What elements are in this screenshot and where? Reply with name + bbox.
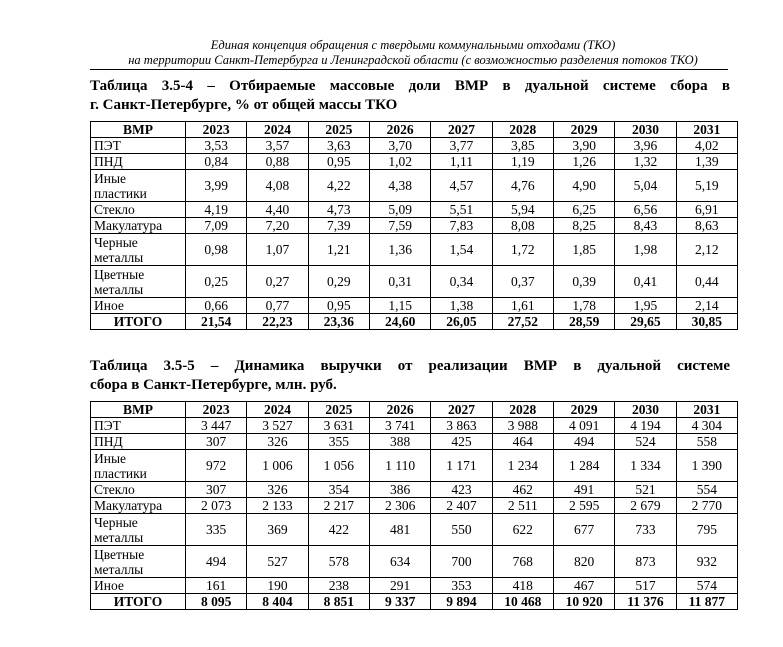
column-header: 2028: [492, 122, 553, 138]
table-cell: 0,98: [186, 234, 247, 266]
total-cell: 11 376: [615, 594, 676, 610]
table-cell: 1,39: [676, 154, 737, 170]
table-cell: 1,32: [615, 154, 676, 170]
table-cell: 517: [615, 578, 676, 594]
table-cell: 0,95: [308, 154, 369, 170]
table-cell: 3,99: [186, 170, 247, 202]
table-cell: 795: [676, 514, 737, 546]
table-cell: 554: [676, 482, 737, 498]
table-cell: 0,29: [308, 266, 369, 298]
table-cell: 0,95: [308, 298, 369, 314]
table-cell: 3 741: [369, 418, 430, 434]
table-cell: 1 234: [492, 450, 553, 482]
table-cell: 7,39: [308, 218, 369, 234]
table-cell: 5,19: [676, 170, 737, 202]
table-cell: 462: [492, 482, 553, 498]
table-cell: 932: [676, 546, 737, 578]
table-row: [91, 234, 738, 266]
table-cell: 524: [615, 434, 676, 450]
table-cell: 2 073: [186, 498, 247, 514]
table2-body: [91, 418, 738, 610]
total-cell: 9 337: [369, 594, 430, 610]
row-label: ПЭТ: [91, 138, 186, 154]
table-cell: 521: [615, 482, 676, 498]
total-cell: 8 404: [247, 594, 308, 610]
row-label: Иные пластики: [91, 450, 186, 482]
total-cell: 28,59: [553, 314, 614, 330]
table-cell: 634: [369, 546, 430, 578]
table-cell: 3 863: [431, 418, 492, 434]
column-header: 2023: [186, 122, 247, 138]
table-cell: 1,15: [369, 298, 430, 314]
column-header: 2025: [308, 402, 369, 418]
table-cell: 5,09: [369, 202, 430, 218]
table-cell: 1 056: [308, 450, 369, 482]
row-label: Цветные металлы: [91, 266, 186, 298]
table-cell: 8,25: [553, 218, 614, 234]
table-cell: 3,90: [553, 138, 614, 154]
table-cell: 3,53: [186, 138, 247, 154]
table-cell: 7,20: [247, 218, 308, 234]
table-cell: 7,59: [369, 218, 430, 234]
table-cell: 369: [247, 514, 308, 546]
total-cell: 11 877: [676, 594, 737, 610]
table-cell: 574: [676, 578, 737, 594]
table-cell: 2 133: [247, 498, 308, 514]
table-cell: 4,76: [492, 170, 553, 202]
table-cell: 4 304: [676, 418, 737, 434]
table-row: [91, 498, 738, 514]
table-row: [91, 202, 738, 218]
total-cell: 30,85: [676, 314, 737, 330]
table-cell: 423: [431, 482, 492, 498]
table-cell: 326: [247, 434, 308, 450]
table-cell: 3 631: [308, 418, 369, 434]
column-header: ВМР: [91, 402, 186, 418]
total-cell: 26,05: [431, 314, 492, 330]
table-cell: 0,37: [492, 266, 553, 298]
table-cell: 972: [186, 450, 247, 482]
table-cell: 491: [553, 482, 614, 498]
table-cell: 1,72: [492, 234, 553, 266]
column-header: 2031: [676, 122, 737, 138]
running-header-line1: Единая концепция обращения с твердыми коммунальными отходами (ТКО): [210, 38, 616, 52]
table-cell: 1,85: [553, 234, 614, 266]
row-label: ПНД: [91, 434, 186, 450]
table-row: [91, 218, 738, 234]
total-label: ИТОГО: [91, 594, 186, 610]
total-row: [91, 314, 738, 330]
total-cell: 23,36: [308, 314, 369, 330]
table-cell: 2 306: [369, 498, 430, 514]
table-cell: 1,95: [615, 298, 676, 314]
table-cell: 7,09: [186, 218, 247, 234]
table-cell: 8,08: [492, 218, 553, 234]
table-cell: 494: [553, 434, 614, 450]
table-cell: 733: [615, 514, 676, 546]
column-header: 2029: [553, 122, 614, 138]
table2-caption-line2: сбора в Санкт-Петербурге, млн. руб.: [90, 377, 337, 393]
table-cell: 190: [247, 578, 308, 594]
table-cell: 464: [492, 434, 553, 450]
table-cell: 425: [431, 434, 492, 450]
table-row: [91, 298, 738, 314]
total-cell: 9 894: [431, 594, 492, 610]
table-cell: 291: [369, 578, 430, 594]
row-label: Макулатура: [91, 218, 186, 234]
table-cell: 8,63: [676, 218, 737, 234]
row-label: Стекло: [91, 482, 186, 498]
table-cell: 2,14: [676, 298, 737, 314]
table-row: [91, 154, 738, 170]
row-label: Макулатура: [91, 498, 186, 514]
column-header: ВМР: [91, 122, 186, 138]
table-cell: 5,04: [615, 170, 676, 202]
table-cell: 1,78: [553, 298, 614, 314]
table-row: [91, 418, 738, 434]
total-cell: 8 095: [186, 594, 247, 610]
table-cell: 467: [553, 578, 614, 594]
row-label: Цветные металлы: [91, 546, 186, 578]
table-cell: 677: [553, 514, 614, 546]
table-row: [91, 266, 738, 298]
table-cell: 4,19: [186, 202, 247, 218]
row-label: Черные металлы: [91, 514, 186, 546]
table-cell: 0,84: [186, 154, 247, 170]
column-header: 2026: [369, 402, 430, 418]
table-row: [91, 546, 738, 578]
table-cell: 481: [369, 514, 430, 546]
table-cell: 1,36: [369, 234, 430, 266]
table-cell: 2 217: [308, 498, 369, 514]
total-cell: 10 920: [553, 594, 614, 610]
table-cell: 0,77: [247, 298, 308, 314]
row-label: ПЭТ: [91, 418, 186, 434]
table1-header-row: [91, 122, 738, 138]
table-cell: 0,34: [431, 266, 492, 298]
table-cell: 0,88: [247, 154, 308, 170]
table-cell: 3 988: [492, 418, 553, 434]
table-cell: 4,90: [553, 170, 614, 202]
table-cell: 1,26: [553, 154, 614, 170]
table-cell: 1 171: [431, 450, 492, 482]
header-rule: [90, 69, 728, 70]
table1-caption: [90, 77, 730, 115]
table-cell: 1,11: [431, 154, 492, 170]
table1: [90, 121, 738, 330]
table-cell: 326: [247, 482, 308, 498]
table-cell: 3,85: [492, 138, 553, 154]
table-cell: 1,38: [431, 298, 492, 314]
table-cell: 0,41: [615, 266, 676, 298]
table-cell: 1 110: [369, 450, 430, 482]
table-cell: 6,56: [615, 202, 676, 218]
table-cell: 3,70: [369, 138, 430, 154]
total-cell: 29,65: [615, 314, 676, 330]
table-cell: 5,94: [492, 202, 553, 218]
table-cell: 3,63: [308, 138, 369, 154]
column-header: 2028: [492, 402, 553, 418]
table-cell: 1 390: [676, 450, 737, 482]
table2-header-row: [91, 402, 738, 418]
table-cell: 3 447: [186, 418, 247, 434]
table-cell: 355: [308, 434, 369, 450]
table-cell: 335: [186, 514, 247, 546]
row-label: Стекло: [91, 202, 186, 218]
column-header: 2026: [369, 122, 430, 138]
table-cell: 4,02: [676, 138, 737, 154]
column-header: 2025: [308, 122, 369, 138]
table-cell: 4,57: [431, 170, 492, 202]
table-cell: 0,25: [186, 266, 247, 298]
table-cell: 1,21: [308, 234, 369, 266]
table1-caption-line1: Таблица 3.5-4 – Отбираемые массовые доли ВМР в дуальной системе сбора в: [90, 78, 730, 94]
running-header-line2: на территории Санкт-Петербурга и Ленинградской области (с возможностью разделения потоков ТКО): [128, 53, 698, 67]
table-cell: 388: [369, 434, 430, 450]
table-cell: 622: [492, 514, 553, 546]
table-cell: 4,38: [369, 170, 430, 202]
table-row: [91, 138, 738, 154]
table-cell: 1 006: [247, 450, 308, 482]
table-cell: 1,19: [492, 154, 553, 170]
table-cell: 527: [247, 546, 308, 578]
table-cell: 550: [431, 514, 492, 546]
table-cell: 4 091: [553, 418, 614, 434]
table-row: [91, 514, 738, 546]
table-cell: 3 527: [247, 418, 308, 434]
column-header: 2024: [247, 122, 308, 138]
table-row: [91, 170, 738, 202]
table-cell: 307: [186, 434, 247, 450]
table-cell: 768: [492, 546, 553, 578]
column-header: 2029: [553, 402, 614, 418]
column-header: 2030: [615, 402, 676, 418]
total-row: [91, 594, 738, 610]
row-label: Иное: [91, 578, 186, 594]
table-cell: 418: [492, 578, 553, 594]
table-cell: 7,83: [431, 218, 492, 234]
table-cell: 238: [308, 578, 369, 594]
table-cell: 161: [186, 578, 247, 594]
table-cell: 386: [369, 482, 430, 498]
table-cell: 422: [308, 514, 369, 546]
table-cell: 2 679: [615, 498, 676, 514]
table-cell: 307: [186, 482, 247, 498]
column-header: 2027: [431, 122, 492, 138]
table-cell: 0,27: [247, 266, 308, 298]
column-header: 2023: [186, 402, 247, 418]
table-cell: 558: [676, 434, 737, 450]
table-cell: 4 194: [615, 418, 676, 434]
table-cell: 0,66: [186, 298, 247, 314]
table-cell: 494: [186, 546, 247, 578]
table-cell: 873: [615, 546, 676, 578]
table-cell: 354: [308, 482, 369, 498]
total-cell: 8 851: [308, 594, 369, 610]
table-cell: 4,22: [308, 170, 369, 202]
table-row: [91, 482, 738, 498]
table-cell: 353: [431, 578, 492, 594]
column-header: 2027: [431, 402, 492, 418]
total-cell: 22,23: [247, 314, 308, 330]
table-cell: 5,51: [431, 202, 492, 218]
total-cell: 10 468: [492, 594, 553, 610]
table-cell: 6,91: [676, 202, 737, 218]
table-cell: 4,40: [247, 202, 308, 218]
table-cell: 0,44: [676, 266, 737, 298]
table-cell: 2 511: [492, 498, 553, 514]
column-header: 2024: [247, 402, 308, 418]
table-cell: 1 334: [615, 450, 676, 482]
table-cell: 8,43: [615, 218, 676, 234]
total-cell: 27,52: [492, 314, 553, 330]
table-cell: 2 770: [676, 498, 737, 514]
column-header: 2031: [676, 402, 737, 418]
row-label: ПНД: [91, 154, 186, 170]
table-cell: 4,08: [247, 170, 308, 202]
table-row: [91, 434, 738, 450]
table-row: [91, 578, 738, 594]
table-cell: 0,39: [553, 266, 614, 298]
row-label: Черные металлы: [91, 234, 186, 266]
row-label: Иные пластики: [91, 170, 186, 202]
table-cell: 1,07: [247, 234, 308, 266]
table-cell: 700: [431, 546, 492, 578]
total-cell: 21,54: [186, 314, 247, 330]
table-cell: 2 407: [431, 498, 492, 514]
table-cell: 3,96: [615, 138, 676, 154]
table-cell: 1,98: [615, 234, 676, 266]
table2: [90, 401, 738, 610]
column-header: 2030: [615, 122, 676, 138]
table-cell: 1,54: [431, 234, 492, 266]
total-cell: 24,60: [369, 314, 430, 330]
table2-caption: [90, 357, 730, 395]
table-cell: 3,77: [431, 138, 492, 154]
table-cell: 3,57: [247, 138, 308, 154]
row-label: Иное: [91, 298, 186, 314]
table-cell: 0,31: [369, 266, 430, 298]
table-cell: 2,12: [676, 234, 737, 266]
table-cell: 1,61: [492, 298, 553, 314]
table1-caption-line2: г. Санкт-Петербурге, % от общей массы ТКО: [90, 97, 398, 113]
table-cell: 6,25: [553, 202, 614, 218]
total-label: ИТОГО: [91, 314, 186, 330]
table-cell: 4,73: [308, 202, 369, 218]
table-cell: 578: [308, 546, 369, 578]
table2-caption-line1: Таблица 3.5-5 – Динамика выручки от реализации ВМР в дуальной системе: [90, 358, 730, 374]
table-cell: 1,02: [369, 154, 430, 170]
table-row: [91, 450, 738, 482]
table-cell: 1 284: [553, 450, 614, 482]
table1-body: [91, 138, 738, 330]
table-cell: 820: [553, 546, 614, 578]
table-cell: 2 595: [553, 498, 614, 514]
